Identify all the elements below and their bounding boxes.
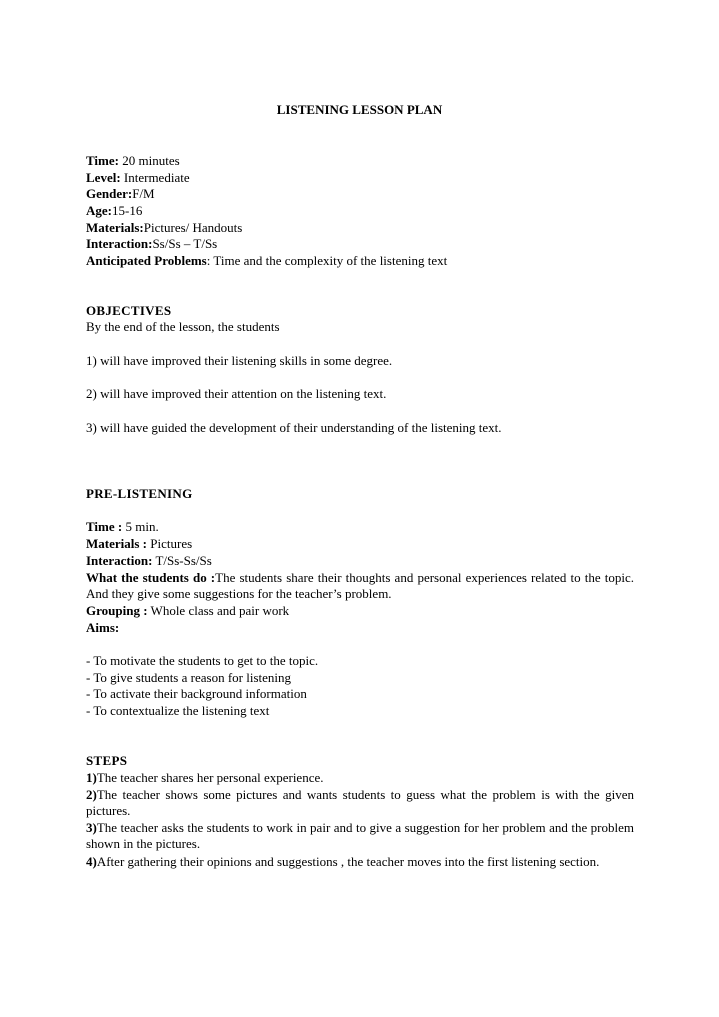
value: The students share their thoughts and personal experiences related to the topic. And they give some suggestions for the teacher’s problem. [86,570,634,601]
label: Aims: [86,620,120,635]
step-item [86,770,634,786]
info-interaction [86,236,217,252]
info-materials [86,220,242,236]
step-item [86,787,634,819]
label: Interaction: [86,553,153,568]
objective-item: 2) will have improved their attention on the listening text. [86,386,387,401]
step-text: The teacher shares her personal experience. [96,770,324,785]
objectives-intro: By the end of the lesson, the students [86,319,280,334]
page-title: LISTENING LESSON PLAN [276,102,443,117]
aim-item: - To give students a reason for listening [86,670,292,685]
info-age [86,203,142,219]
step-number: 2) [86,787,97,802]
value: Whole class and pair work [147,603,290,618]
value: T/Ss-Ss/Ss [152,553,212,568]
value: F/M [132,186,155,201]
pre-what-students-do [86,570,634,602]
pre-listening-heading: PRE-LISTENING [86,486,193,501]
label: Interaction: [86,236,153,251]
label: Materials : [86,536,148,551]
label: Age: [86,203,112,218]
label: Anticipated Problems [86,253,207,268]
label: Gender: [86,186,133,201]
step-number: 1) [86,770,97,785]
step-number: 3) [86,820,97,835]
step-text: The teacher asks the students to work in pair and to give a suggestion for her problem and the problem shown in the pictures. [86,820,634,851]
step-text: After gathering their opinions and suggestions , the teacher moves into the first listening section. [96,854,600,869]
info-level [86,170,190,186]
value: 5 min. [122,519,159,534]
objective-item: 3) will have guided the development of their understanding of the listening text. [86,420,502,435]
aim-item: - To motivate the students to get to the topic. [86,653,319,668]
value: Intermediate [120,170,190,185]
pre-grouping [86,603,289,619]
pre-interaction [86,553,212,569]
step-item [86,854,634,870]
aim-item: - To contextualize the listening text [86,703,270,718]
label: Level: [86,170,121,185]
pre-aims-label [86,620,119,636]
info-time [86,153,180,169]
label: What the students do : [86,570,216,585]
steps-heading: STEPS [86,753,128,768]
pre-time [86,519,159,535]
value: 15-16 [112,203,143,218]
value: : Time and the complexity of the listening text [206,253,448,268]
step-text: The teacher shows some pictures and wants students to guess what the problem is with the given pictures. [86,787,634,818]
label: Time : [86,519,123,534]
step-number: 4) [86,854,97,869]
step-item [86,820,634,852]
value: Ss/Ss – T/Ss [152,236,218,251]
value: Pictures [147,536,193,551]
label: Grouping : [86,603,148,618]
label: Materials: [86,220,144,235]
value: Pictures/ Handouts [143,220,243,235]
label: Time: [86,153,119,168]
pre-materials [86,536,192,552]
objectives-heading: OBJECTIVES [86,303,172,318]
info-problems [86,253,447,269]
objective-item: 1) will have improved their listening skills in some degree. [86,353,393,368]
aim-item: - To activate their background information [86,686,307,701]
info-gender [86,186,155,202]
value: 20 minutes [118,153,180,168]
